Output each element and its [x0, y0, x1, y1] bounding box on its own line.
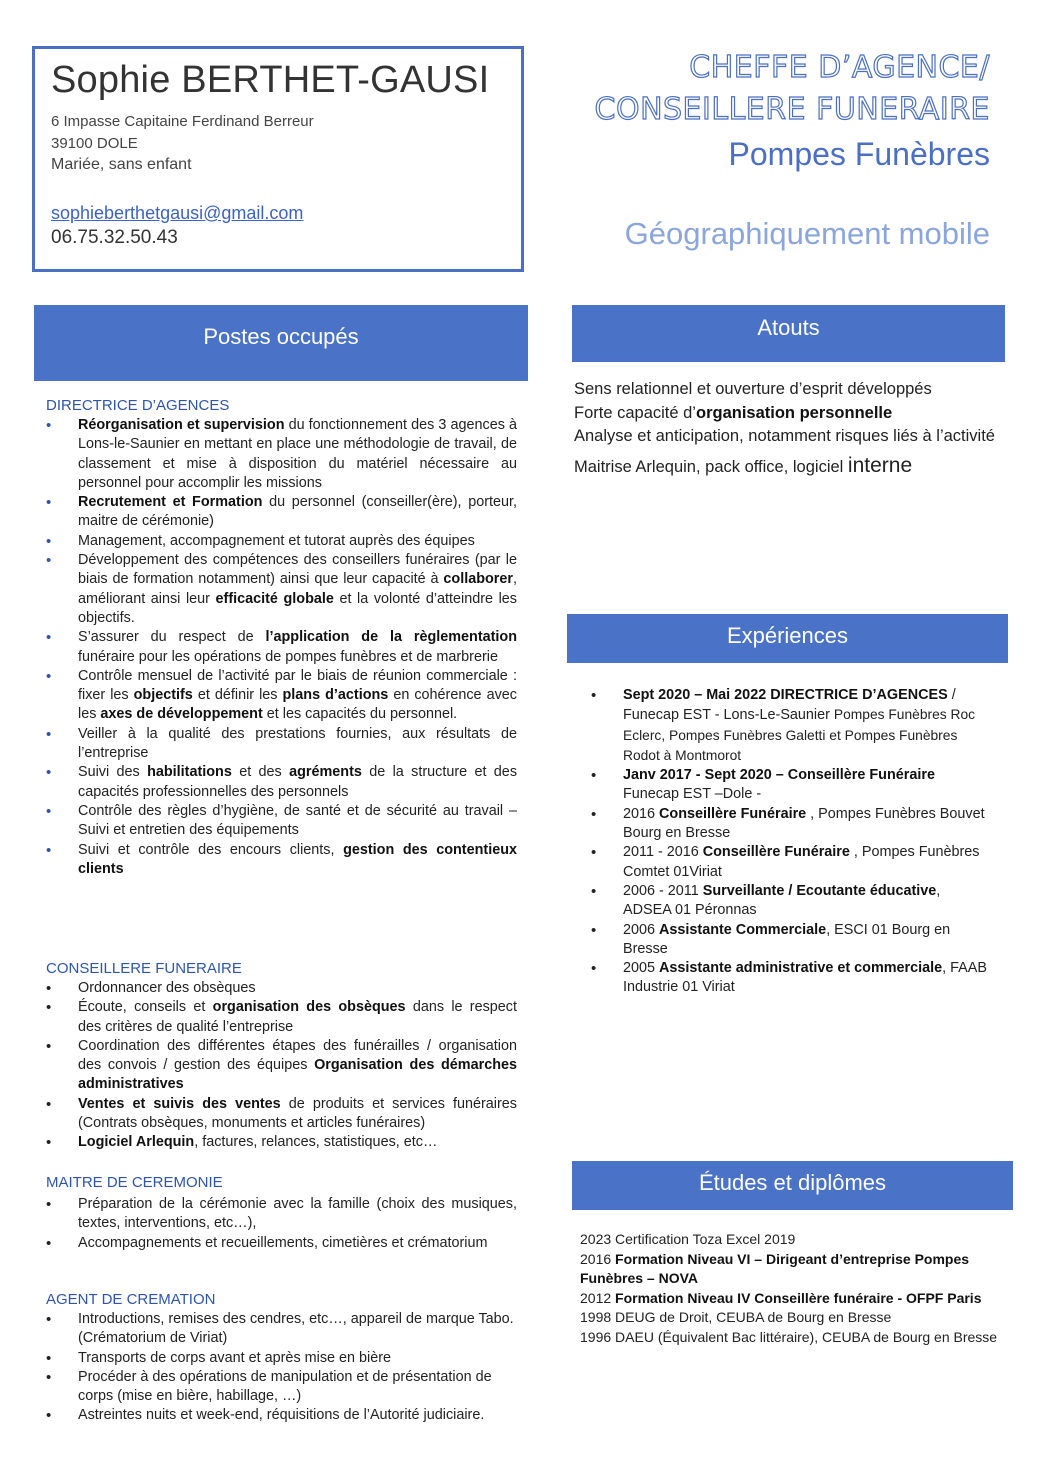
list-item: • Ordonnancer des obsèques [46, 979, 517, 998]
identity-box [32, 46, 524, 272]
atouts-list [574, 378, 998, 479]
experiences-header: Expériences [567, 614, 1008, 663]
mobility-label: Géographiquement mobile [624, 216, 990, 251]
conseillere-list [46, 979, 517, 1153]
list-item: • Suivi et contrôle des encours clients, gestion des contentieux clients [46, 841, 517, 880]
etudes-list [580, 1230, 1000, 1347]
list-item: • Recrutement et Formation du personnel (conseiller(ère), porteur, maitre de cérémonie) [46, 493, 517, 532]
postes-header: Postes occupés [34, 305, 528, 381]
list-item: • 2006 Assistante Commerciale, ESCI 01 Bourg en Bresse [591, 921, 991, 960]
list-item: • Janv 2017 - Sept 2020 – Conseillère Funéraire Funecap EST –Dole - [591, 766, 991, 805]
directrice-list [46, 416, 517, 879]
list-item: • 2011 - 2016 Conseillère Funéraire , Pompes Funèbres Comtet 01Viriat [591, 843, 991, 882]
list-item: • Procéder à des opérations de manipulation et de présentation de corps (mise en bière, habillage, …) [46, 1368, 517, 1407]
list-item: • Sept 2020 – Mai 2022 DIRECTRICE D’AGENCES / Funecap EST - Lons-Le-Saunier Pompes Funèbres Roc Eclerc, Pompes Funèbres Galetti et Pompes Funèbres Rodot à Montmorot [591, 686, 991, 766]
section-directrice-title: DIRECTRICE D’AGENCES [46, 397, 230, 414]
list-item: • Écoute, conseils et organisation des obsèques dans le respect des critères de qualité l’entreprise [46, 998, 517, 1037]
email-link[interactable]: sophieberthetgausi@gmail.com [51, 203, 304, 223]
list-item: • Veiller à la qualité des prestations fournies, aux résultats de l’entreprise [46, 725, 517, 764]
study-item: 1996 DAEU (Équivalent Bac littéraire), CEUBA de Bourg en Bresse [580, 1328, 998, 1345]
section-maitre-title: MAITRE DE CEREMONIE [46, 1174, 223, 1191]
address-street: 6 Impasse Capitaine Ferdinand Berreur [51, 113, 314, 130]
list-item: • Suivi des habilitations et des agréments de la structure et des capacités professionnelles des personnels [46, 763, 517, 802]
list-item: • Accompagnements et recueillements, cimetières et crématorium [46, 1234, 517, 1253]
list-item: • Astreintes nuits et week-end, réquisitions de l’Autorité judiciaire. [46, 1406, 517, 1425]
list-item: • Réorganisation et supervision du fonctionnement des 3 agences à Lons-le-Saunier en mettant en place une méthodologie de travail, de classement et mise à disposition du matériel nécessaire au personnel pour accomplir les missions [46, 416, 517, 493]
list-item: • Logiciel Arlequin, factures, relances, statistiques, etc… [46, 1133, 517, 1152]
full-name: Sophie BERTHET-GAUSI [51, 59, 490, 101]
job-title-line1: CHEFFE D’AGENCE/ [689, 50, 990, 85]
section-agent-title: AGENT DE CREMATION [46, 1291, 216, 1308]
list-item: • 2006 - 2011 Surveillante / Ecoutante éducative, ADSEA 01 Péronnas [591, 882, 991, 921]
etudes-header: Études et diplômes [572, 1161, 1013, 1210]
maitre-list [46, 1195, 517, 1253]
list-item: • Introductions, remises des cendres, etc…, appareil de marque Tabo. (Crématorium de Viriat) [46, 1310, 517, 1349]
list-item: • Transports de corps avant et après mise en bière [46, 1349, 517, 1368]
agent-list [46, 1310, 517, 1426]
list-item: • 2005 Assistante administrative et commerciale, FAAB Industrie 01 Viriat [591, 959, 991, 998]
study-item: 2016 Formation Niveau VI – Dirigeant d’entreprise Pompes Funèbres – NOVA [580, 1250, 970, 1286]
sector-label: Pompes Funèbres [728, 136, 990, 172]
marital-status: Mariée, sans enfant [51, 156, 192, 173]
atout-item: Sens relationnel et ouverture d’esprit développés [574, 380, 932, 398]
address-city: 39100 DOLE [51, 135, 138, 152]
job-title-line2: CONSEILLERE FUNERAIRE [594, 92, 990, 127]
list-item: • Coordination des différentes étapes des funérailles / organisation des convois / gestion des équipes Organisation des démarches administratives [46, 1037, 517, 1095]
list-item: • Management, accompagnement et tutorat auprès des équipes [46, 532, 517, 551]
list-item: • Préparation de la cérémonie avec la famille (choix des musiques, textes, interventions, etc…), [46, 1195, 517, 1234]
atout-item: Maitrise Arlequin, pack office, logiciel interne [574, 453, 913, 477]
list-item: • Ventes et suivis des ventes de produits et services funéraires (Contrats obsèques, monuments et articles funéraires) [46, 1095, 517, 1134]
list-item: • 2016 Conseillère Funéraire , Pompes Funèbres Bouvet Bourg en Bresse [591, 805, 991, 844]
study-item: 2023 Certification Toza Excel 2019 [580, 1231, 796, 1247]
experiences-list [591, 686, 991, 998]
atouts-header: Atouts [572, 305, 1005, 362]
section-conseillere-title: CONSEILLERE FUNERAIRE [46, 960, 242, 977]
study-item: 1998 DEUG de Droit, CEUBA de Bourg en Bresse [580, 1309, 892, 1325]
list-item: • Contrôle des règles d’hygiène, de santé et de sécurité au travail – Suivi et entretien des équipements [46, 802, 517, 841]
atout-item: Analyse et anticipation, notamment risques liés à l’activité [574, 427, 995, 446]
list-item: • S’assurer du respect de l’application de la règlementation funéraire pour les opérations de pompes funèbres et de marbrerie [46, 628, 517, 667]
list-item: • Développement des compétences des conseillers funéraires (par le biais de formation notamment) ainsi que leur capacité à collaborer, améliorant ainsi leur efficacité globale et la volonté d’atteindre les objectifs. [46, 551, 517, 628]
list-item: • Contrôle mensuel de l’activité par le biais de réunion commerciale : fixer les objectifs et définir les plans d’actions en cohérence avec les axes de développement et les capacités du personnel. [46, 667, 517, 725]
study-item: 2012 Formation Niveau IV Conseillère funéraire - OFPF Paris [580, 1289, 982, 1306]
phone-number: 06.75.32.50.43 [51, 227, 178, 248]
atout-item: Forte capacité d’organisation personnelle [574, 403, 893, 422]
